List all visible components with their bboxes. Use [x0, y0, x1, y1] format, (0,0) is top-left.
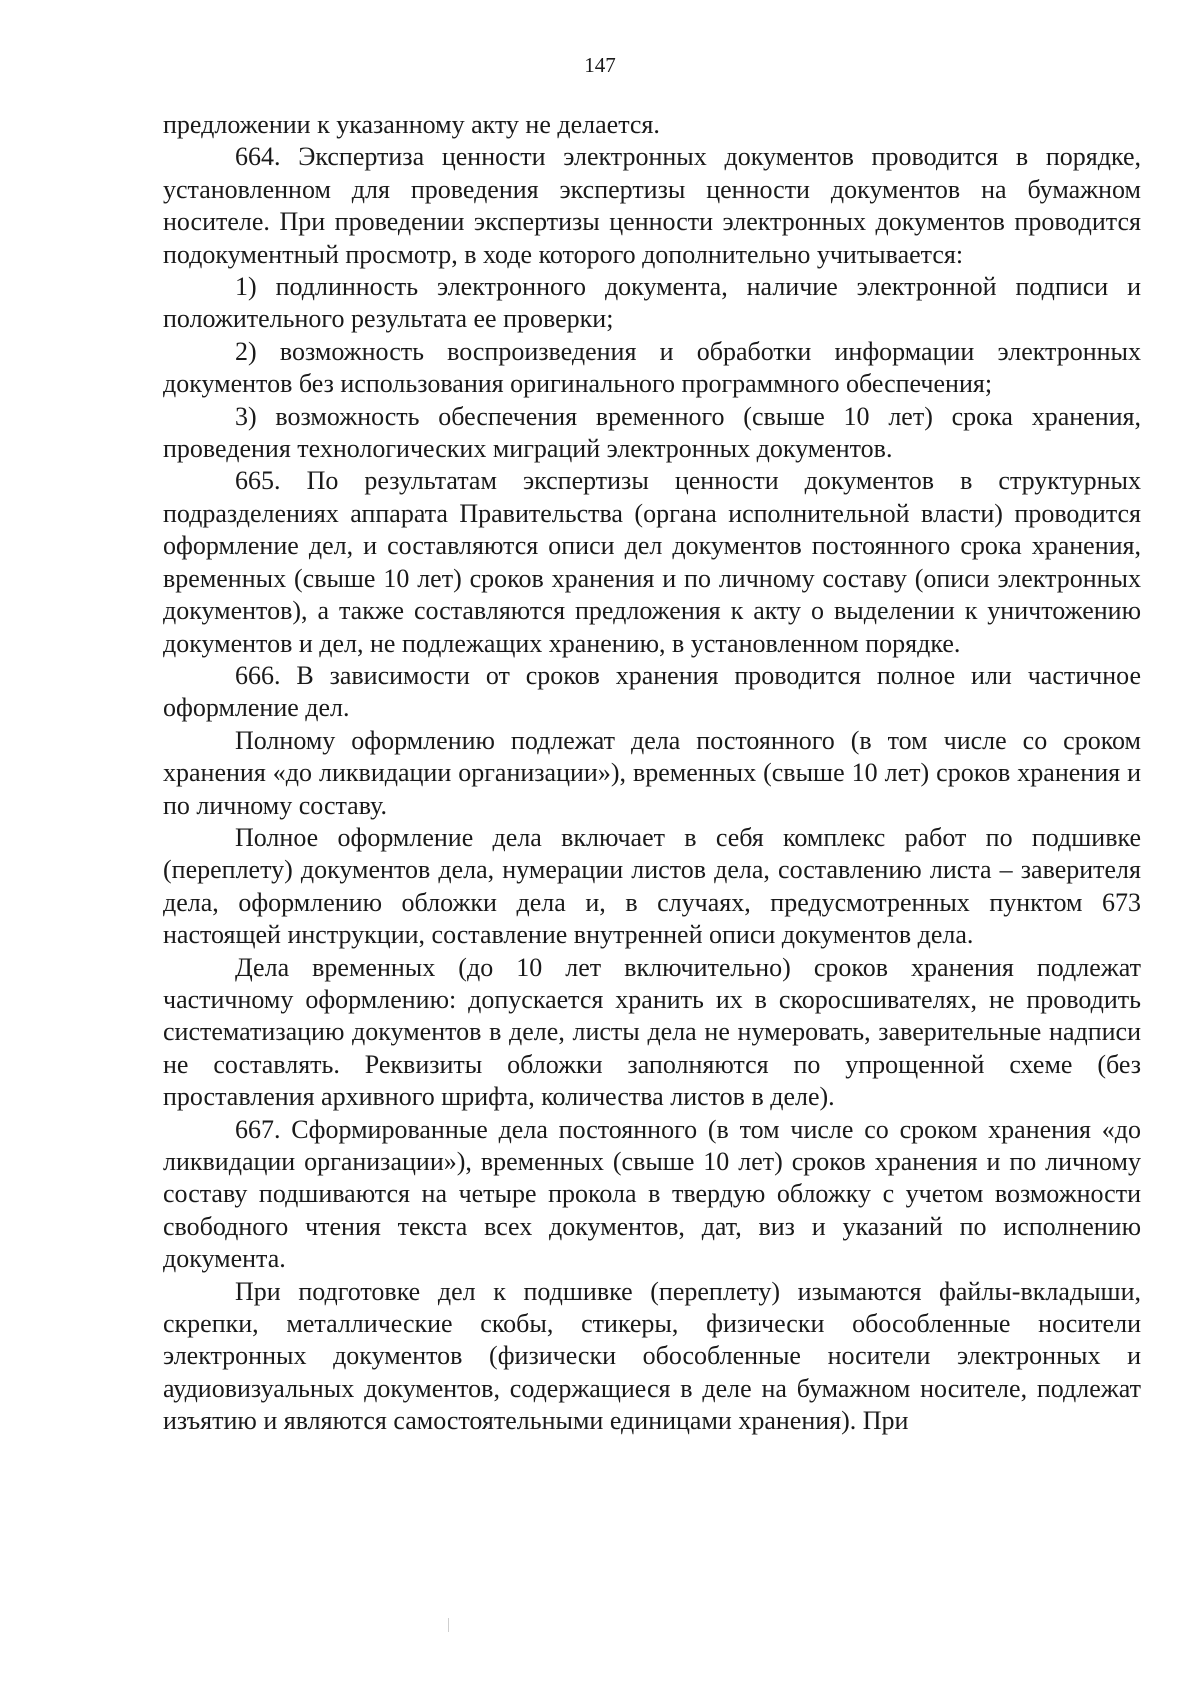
paragraph-full-processing: Полному оформлению подлежат дела постоянного (в том числе со сроком хранения «до ликвидации организации»), временных (свыше 10 лет) сроков хранения и по личному составу. [163, 725, 1141, 820]
paragraph-full-processing-scope: Полное оформление дела включает в себя комплекс работ по подшивке (переплету) документов дела, нумерации листов дела, составлению листа – заверителя дела, оформлению обложки дела и, в случаях, предусмотренных пунктом 673 настоящей инструкции, составление внутренней описи документов дела. [163, 822, 1141, 950]
paragraph-667: 667. Сформированные дела постоянного (в том числе со сроком хранения «до ликвидации организации»), временных (свыше 10 лет) сроков хранения и по личному составу подшиваются на четыре прокола в твердую обложку с учетом возможности свободного чтения текста всех документов, дат, виз и указаний по исполнению документа. [163, 1114, 1141, 1274]
paragraph-binding-preparation: При подготовке дел к подшивке (переплету) изымаются файлы-вкладыши, скрепки, металлические скобы, стикеры, физически обособленные носители электронных документов (физически обособленные носители электронных и аудиовизуальных документов, содержащиеся в деле на бумажном носителе, подлежат изъятию и являются самостоятельными единицами хранения). При [163, 1276, 1141, 1436]
page-number: 147 [584, 53, 616, 77]
list-item-3: 3) возможность обеспечения временного (свыше 10 лет) срока хранения, проведения технологических миграций электронных документов. [163, 401, 1141, 464]
document-body [163, 109, 1141, 1438]
paragraph-continuation: предложении к указанному акту не делается. [163, 110, 660, 139]
list-item-2: 2) возможность воспроизведения и обработки информации электронных документов без использования оригинального программного обеспечения; [163, 336, 1141, 399]
paragraph-664: 664. Экспертиза ценности электронных документов проводится в порядке, установленном для проведения экспертизы ценности документов на бумажном носителе. При проведении экспертизы ценности электронных документов проводится подокументный просмотр, в ходе которого дополнительно учитывается: [163, 142, 1141, 269]
paragraph-666: 666. В зависимости от сроков хранения проводится полное или частичное оформление дел. [163, 660, 1141, 723]
scan-artifact [448, 1618, 449, 1632]
paragraph-665: 665. По результатам экспертизы ценности документов в структурных подразделениях аппарата Правительства (органа исполнительной власти) проводится оформление дел, и составляются описи дел документов постоянного срока хранения, временных (свыше 10 лет) сроков хранения и по личному составу (описи электронных документов), а также составляются предложения к акту о выделении к уничтожению документов и дел, не подлежащих хранению, в установленном порядке. [163, 466, 1141, 658]
list-item-1: 1) подлинность электронного документа, наличие электронной подписи и положительного результата ее проверки; [163, 272, 1141, 334]
paragraph-partial-processing: Дела временных (до 10 лет включительно) сроков хранения подлежат частичному оформлению: допускается хранить их в скоросшивателях, не проводить систематизацию документов в деле, листы дела не нумеровать, заверительные надписи не составлять. Реквизиты обложки заполняются по упрощенной схеме (без проставления архивного шрифта, количества листов в деле). [163, 952, 1141, 1112]
